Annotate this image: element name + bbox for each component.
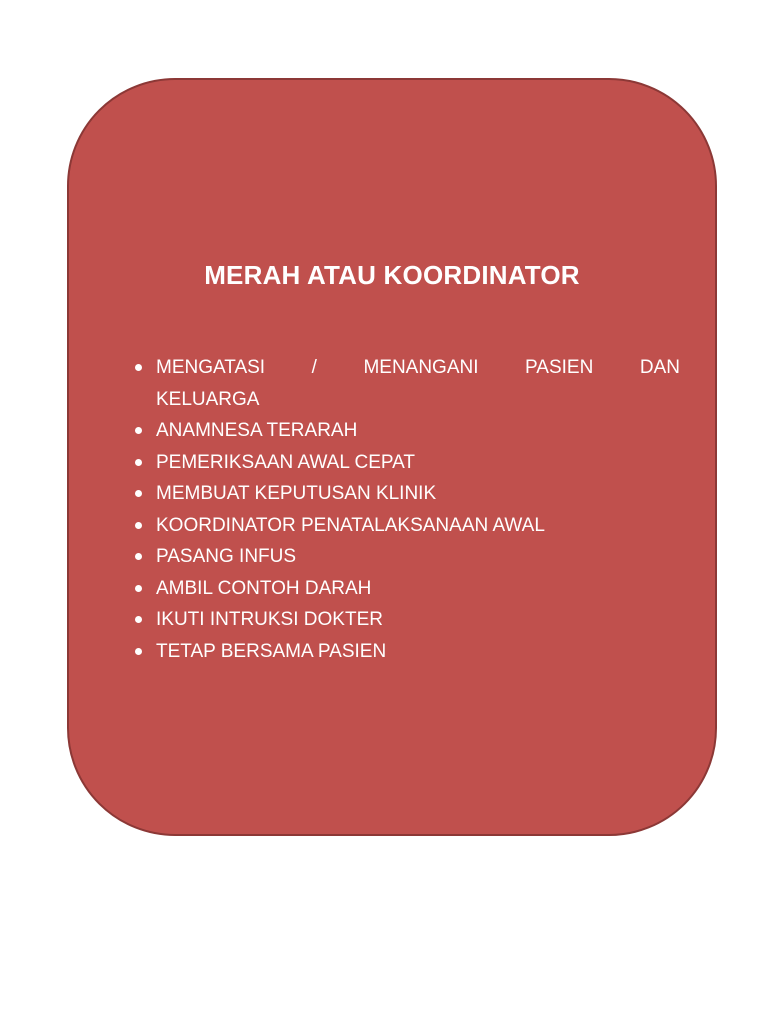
bullet-icon	[135, 459, 142, 466]
list-item	[135, 447, 680, 479]
list-item-label: PEMERIKSAAN AWAL CEPAT	[156, 451, 416, 473]
list-item	[135, 541, 680, 573]
list-item	[135, 478, 680, 510]
list-item-word: /	[311, 357, 317, 378]
card-title: MERAH ATAU KOORDINATOR	[204, 260, 580, 290]
bullet-icon	[135, 648, 142, 655]
bullet-icon	[135, 585, 142, 592]
bullet-icon	[135, 553, 142, 560]
bullet-icon	[135, 490, 142, 497]
list-item-label: MEMBUAT KEPUTUSAN KLINIK	[156, 483, 437, 504]
bullet-icon	[135, 522, 142, 529]
list-item-word: MENANGANI	[363, 357, 479, 378]
bullet-icon	[135, 427, 142, 434]
role-card	[67, 78, 717, 836]
list-item	[135, 415, 680, 447]
bullet-icon	[135, 616, 142, 623]
list-item	[135, 636, 680, 668]
bullet-icon	[135, 364, 142, 371]
list-item	[135, 573, 680, 605]
list-item-label: AMBIL CONTOH DARAH	[156, 577, 372, 599]
list-item-word: PASIEN	[525, 357, 594, 378]
list-item-continuation: KELUARGA	[156, 388, 260, 410]
task-list	[135, 352, 680, 667]
list-item-label: TETAP BERSAMA PASIEN	[156, 640, 387, 662]
list-item-label: PASANG INFUS	[156, 546, 297, 567]
list-item	[135, 604, 680, 636]
list-item	[135, 510, 680, 542]
list-item	[135, 352, 680, 415]
list-item-label: ANAMNESA TERARAH	[156, 420, 358, 441]
list-item-word: DAN	[639, 357, 680, 378]
list-item-label: IKUTI INTRUKSI DOKTER	[156, 609, 383, 630]
list-item-label: KOORDINATOR PENATALAKSANAAN AWAL	[156, 514, 545, 536]
list-item-word: MENGATASI	[156, 357, 266, 378]
list-item-first-line	[156, 352, 680, 384]
